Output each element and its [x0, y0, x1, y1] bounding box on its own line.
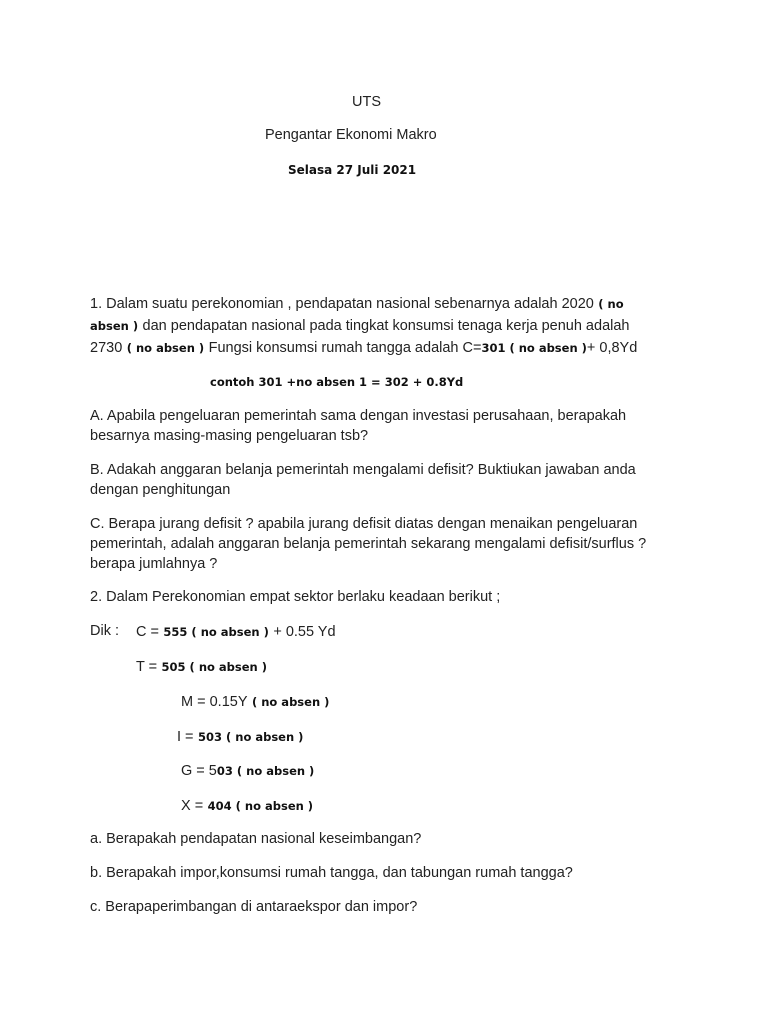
given-m	[181, 693, 329, 711]
q1-part-b-line: B. Adakah anggaran belanja pemerintah mengalami defisit? Buktiukan jawaban anda	[90, 462, 636, 478]
q1-line-2	[90, 317, 629, 335]
q1-part-c-line: pemerintah, adalah anggaran belanja pemerintah sekarang mengalami defisit/surflus ?	[90, 536, 647, 552]
q1-part-b-line: dengan penghitungan	[90, 482, 231, 498]
given-g	[181, 762, 314, 780]
q1-part-a-line: A. Apabila pengeluaran pemerintah sama dengan investasi perusahaan, berapakah	[90, 408, 627, 424]
no-absen-note: 301 ( no absen )	[481, 341, 587, 355]
given-g-label: G = 5	[181, 763, 217, 779]
q2-question-b: b. Berapakah impor,konsumsi rumah tangga, dan tabungan rumah tangga?	[90, 865, 573, 881]
q1-text: Fungsi konsumsi rumah tangga adalah C=	[208, 340, 482, 356]
q1-text: dan pendapatan nasional pada tingkat konsumsi tenaga kerja penuh adalah	[142, 318, 630, 334]
given-x-value: 404 ( no absen )	[207, 799, 314, 813]
given-c	[136, 623, 336, 641]
q2-intro: 2. Dalam Perekonomian empat sektor berlaku keadaan berikut ;	[90, 589, 501, 605]
no-absen-note: absen )	[90, 319, 139, 333]
given-m-value: ( no absen )	[251, 695, 330, 709]
no-absen-note: ( no absen )	[126, 341, 205, 355]
course-name: Pengantar Ekonomi Makro	[265, 127, 437, 143]
q1-text: 1. Dalam suatu perekonomian , pendapatan nasional sebenarnya adalah 2020	[90, 296, 594, 312]
q2-question-a: a. Berapakah pendapatan nasional keseimbangan?	[90, 831, 422, 847]
q1-value: 2730	[90, 340, 123, 356]
given-i-label: I =	[177, 729, 194, 745]
no-absen-note: ( no	[598, 297, 624, 311]
given-g-value: 03 ( no absen )	[216, 764, 315, 778]
q2-question-c: c. Berapaperimbangan di antaraekspor dan impor?	[90, 899, 418, 915]
given-t-value: 505 ( no absen )	[161, 660, 267, 674]
q1-example: contoh 301 +no absen 1 = 302 + 0.8Yd	[210, 375, 464, 389]
given-i-value: 503 ( no absen )	[197, 730, 304, 744]
q1-part-c-line: C. Berapa jurang defisit ? apabila jurang defisit diatas dengan menaikan pengeluaran	[90, 516, 638, 532]
q1-line-3	[90, 339, 637, 357]
given-c-rest: + 0.55 Yd	[273, 624, 336, 640]
given-t	[136, 658, 267, 676]
q1-part-c-line: berapa jumlahnya ?	[90, 556, 218, 572]
q1-text: + 0,8Yd	[586, 340, 638, 356]
given-x	[181, 797, 313, 815]
given-x-label: X =	[181, 798, 204, 814]
q1-part-a-line: besarnya masing-masing pengeluaran tsb?	[90, 428, 369, 444]
exam-date: Selasa 27 Juli 2021	[288, 163, 417, 177]
given-c-value: 555 ( no absen )	[163, 625, 269, 639]
q1-part-b	[90, 460, 636, 500]
given-i	[177, 728, 303, 746]
given-c-label: C =	[136, 624, 159, 640]
q1-part-c	[90, 514, 646, 574]
q1-part-a	[90, 406, 626, 446]
q1-line-1	[90, 295, 624, 313]
exam-title: UTS	[352, 94, 381, 110]
given-label: Dik :	[90, 623, 119, 639]
given-t-label: T =	[136, 659, 158, 675]
given-m-label: M = 0.15Y	[181, 694, 248, 710]
